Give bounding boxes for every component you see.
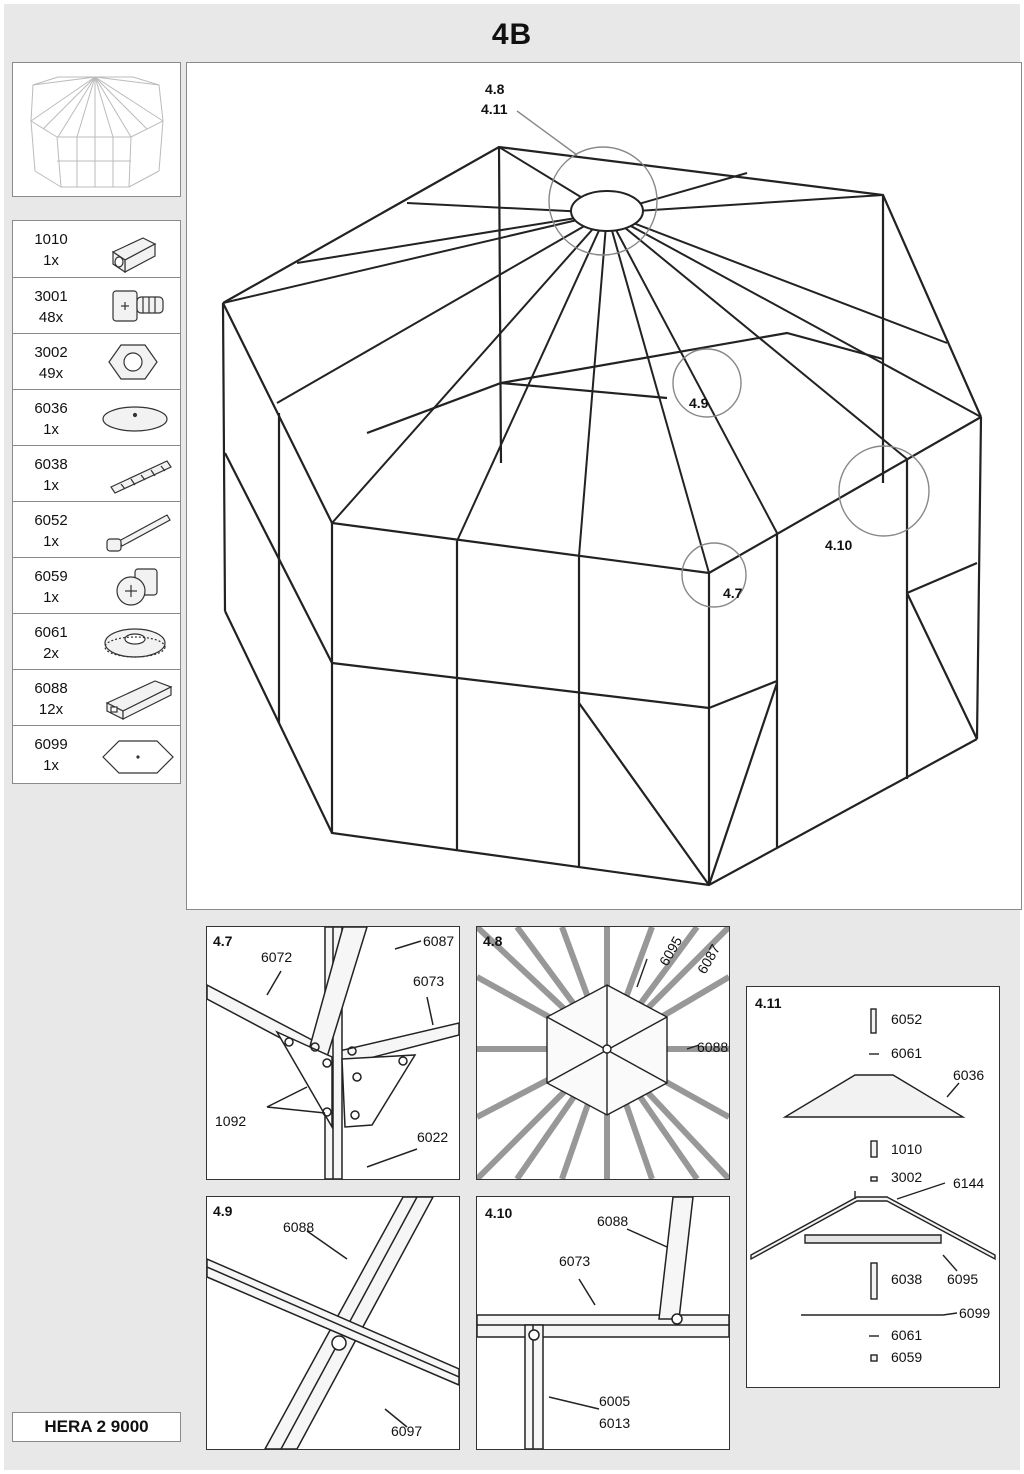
part-label-6088: 6088 (283, 1219, 315, 1235)
part-label-6095: 6095 (655, 933, 686, 969)
roof-cap-icon (97, 393, 177, 443)
part-label-6144: 6144 (953, 1175, 985, 1191)
part-qty: 2x (43, 645, 59, 662)
part-label-6088: 6088 (697, 1039, 729, 1055)
hex-nut-icon (97, 337, 177, 387)
part-row (13, 669, 180, 726)
part-label-6072: 6072 (261, 949, 293, 965)
part-label-3002: 3002 (891, 1169, 923, 1185)
part-label-6052: 6052 (891, 1011, 923, 1027)
part-code: 6088 (34, 680, 68, 697)
part-qty: 12x (38, 701, 64, 718)
part-code: 6036 (34, 400, 68, 417)
part-qty: 1x (43, 533, 59, 550)
callout-4-9: 4.9 (689, 395, 709, 411)
part-label-6073: 6073 (413, 973, 445, 989)
parts-list (12, 220, 181, 784)
callout-4-11: 4.11 (481, 101, 508, 117)
detail-title: 4.10 (485, 1205, 513, 1221)
part-code: 6038 (34, 456, 68, 473)
part-code: 6099 (34, 736, 68, 753)
part-qty: 48x (38, 309, 64, 326)
part-row (13, 501, 180, 558)
part-label-6061: 6061 (891, 1045, 923, 1061)
part-row (13, 333, 180, 390)
callout-4-10: 4.10 (825, 537, 853, 553)
threaded-rod-icon (97, 449, 177, 499)
part-label-6088: 6088 (597, 1213, 629, 1229)
overview-thumbnail (12, 62, 181, 197)
part-row (13, 445, 180, 502)
callout-4-8: 4.8 (485, 81, 505, 97)
bolt-icon (97, 281, 177, 331)
part-label-1010: 1010 (891, 1141, 923, 1157)
part-label-6061: 6061 (891, 1327, 923, 1343)
part-code: 6059 (34, 568, 68, 585)
profile-icon (97, 673, 177, 723)
washer-icon (97, 617, 177, 667)
page-title: 4B (491, 18, 533, 51)
part-label-6022: 6022 (417, 1129, 449, 1145)
detail-title: 4.9 (213, 1203, 233, 1219)
part-qty: 1x (43, 252, 59, 269)
detail-4-9 (206, 1196, 460, 1450)
part-row (13, 613, 180, 670)
greenhouse-assembly-diagram (186, 62, 1022, 910)
part-qty: 1x (43, 477, 59, 494)
part-label-6038: 6038 (891, 1271, 923, 1287)
model-name: HERA 2 9000 (12, 1412, 181, 1442)
part-label-6005: 6005 (599, 1393, 631, 1409)
part-row (13, 725, 180, 782)
connector-tube-icon (97, 224, 177, 274)
part-code: 6061 (34, 624, 68, 641)
detail-4-10 (476, 1196, 730, 1450)
detail-4-7 (206, 926, 460, 1180)
detail-title: 4.7 (213, 933, 233, 949)
part-qty: 1x (43, 421, 59, 438)
part-code: 1010 (34, 231, 68, 248)
hex-plate-icon (97, 729, 177, 779)
part-code: 3002 (34, 344, 68, 361)
callout-4-7: 4.7 (723, 585, 743, 601)
part-row (13, 221, 180, 277)
screw-icon (97, 561, 177, 611)
part-qty: 1x (43, 757, 59, 774)
part-label-1092: 1092 (215, 1113, 247, 1129)
part-label-6036: 6036 (953, 1067, 985, 1083)
part-label-6073: 6073 (559, 1253, 591, 1269)
part-qty: 49x (38, 365, 64, 382)
part-row (13, 557, 180, 614)
long-bolt-icon (97, 505, 177, 555)
part-label-6013: 6013 (599, 1415, 631, 1431)
part-label-6097: 6097 (391, 1423, 423, 1439)
detail-title: 4.8 (483, 933, 503, 949)
part-code: 6052 (34, 512, 68, 529)
detail-4-11 (746, 986, 1000, 1388)
part-label-6095: 6095 (947, 1271, 979, 1287)
part-label-6099: 6099 (959, 1305, 991, 1321)
part-label-6087: 6087 (693, 941, 724, 977)
detail-title: 4.11 (755, 995, 782, 1011)
part-label-6059: 6059 (891, 1349, 923, 1365)
part-qty: 1x (43, 589, 59, 606)
part-code: 3001 (34, 288, 68, 305)
part-label-6087: 6087 (423, 933, 455, 949)
part-row (13, 389, 180, 446)
detail-4-8 (476, 926, 730, 1180)
part-row (13, 277, 180, 334)
